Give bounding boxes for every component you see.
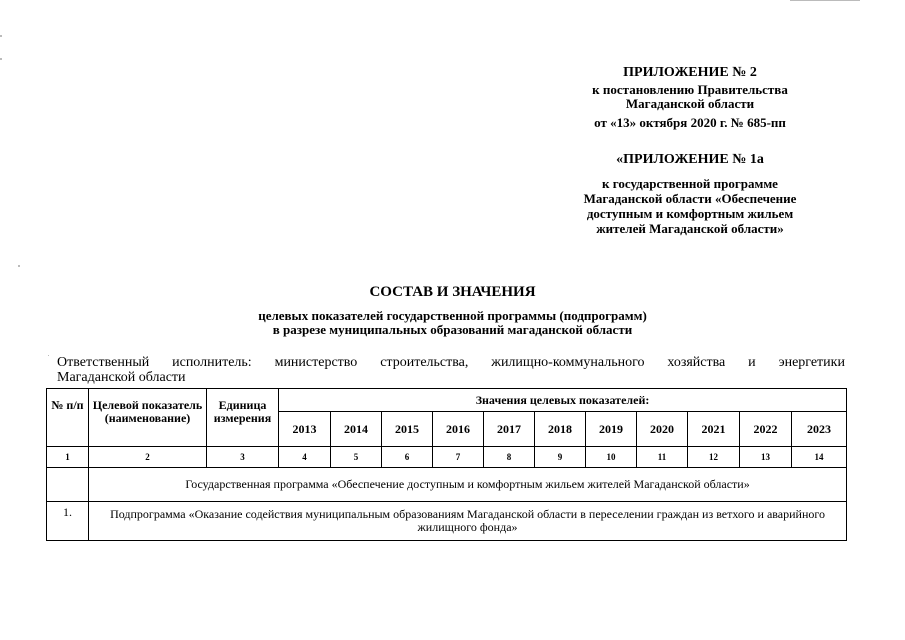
appendix-1a-line-1: к государственной программе — [602, 176, 778, 191]
responsible-word: Ответственный — [57, 355, 150, 370]
column-number: 3 — [207, 447, 279, 468]
responsible-line-1 — [57, 355, 845, 370]
responsible-word: и — [748, 355, 756, 370]
column-number: 1 — [47, 447, 89, 468]
subtitle-line-2: в разрезе муниципальных образований магаданской области — [272, 322, 633, 337]
subtitle-line-1: целевых показателей государственной программы (подпрограмм) — [258, 308, 647, 323]
header-year: 2013 — [279, 412, 331, 447]
document-title: СОСТАВ И ЗНАЧЕНИЯ — [369, 284, 536, 300]
appendix-1a-line-4: жителей Магаданской области» — [596, 221, 784, 236]
header-year: 2014 — [331, 412, 382, 447]
column-number: 14 — [792, 447, 847, 468]
scan-speck — [18, 265, 20, 267]
appendix-title: ПРИЛОЖЕНИЕ № 2 — [623, 65, 757, 80]
appendix-1a-title: «ПРИЛОЖЕНИЕ № 1а — [616, 152, 764, 167]
header-year: 2021 — [688, 412, 740, 447]
header-values-group: Значения целевых показателей: — [279, 389, 847, 412]
column-number: 11 — [637, 447, 688, 468]
header-year: 2022 — [740, 412, 792, 447]
header-col-num: № п/п — [47, 389, 89, 447]
scan-speck — [0, 58, 2, 60]
column-number: 2 — [89, 447, 207, 468]
responsible-line-2: Магаданской области — [57, 370, 186, 385]
responsible-word: хозяйства — [667, 355, 726, 370]
document-subtitle — [0, 309, 905, 337]
appendix-date: от «13» октября 2020 г. № 685-пп — [594, 115, 786, 130]
indicators-table — [46, 388, 847, 541]
scan-speck — [48, 355, 49, 356]
responsible-word: жилищно-коммунального — [491, 355, 645, 370]
column-number: 9 — [535, 447, 586, 468]
responsible-word: исполнитель: — [172, 355, 252, 370]
scan-edge — [790, 0, 860, 1]
header-year: 2016 — [433, 412, 484, 447]
appendix-line-1: к постановлению Правительства — [592, 82, 788, 97]
column-number: 10 — [586, 447, 637, 468]
section-empty-cell — [47, 468, 89, 502]
header-year: 2023 — [792, 412, 847, 447]
header-col-unit: Единица измерения — [207, 389, 279, 447]
appendix-1a-block — [545, 152, 835, 236]
responsible-executor — [57, 355, 845, 385]
column-number: 12 — [688, 447, 740, 468]
header-col-indicator: Целевой показатель (наименование) — [89, 389, 207, 447]
row-number: 1. — [47, 502, 89, 541]
appendix-1a-line-2: Магаданской области «Обеспечение — [583, 191, 797, 206]
column-number: 13 — [740, 447, 792, 468]
column-number: 8 — [484, 447, 535, 468]
header-year: 2019 — [586, 412, 637, 447]
header-year: 2018 — [535, 412, 586, 447]
column-number: 6 — [382, 447, 433, 468]
column-number: 7 — [433, 447, 484, 468]
column-number: 5 — [331, 447, 382, 468]
section-program-row: Государственная программа «Обеспечение доступным и комфортным жильем жителей Магаданской области» — [89, 468, 847, 502]
responsible-word: министерство — [274, 355, 358, 370]
header-year: 2015 — [382, 412, 433, 447]
scan-speck — [0, 35, 2, 37]
header-year: 2020 — [637, 412, 688, 447]
column-number: 4 — [279, 447, 331, 468]
appendix-line-2: Магаданской области — [625, 96, 755, 111]
appendix-1a-line-3: доступным и комфортным жильем — [586, 206, 794, 221]
responsible-word: строительства, — [380, 355, 469, 370]
responsible-word: энергетики — [778, 355, 845, 370]
subprogram-row: Подпрограмма «Оказание содействия муниципальным образованиям Магаданской области в переселении граждан из ветхого и аварийного жилищного фонда» — [89, 502, 847, 541]
appendix-block — [560, 66, 820, 130]
header-year: 2017 — [484, 412, 535, 447]
